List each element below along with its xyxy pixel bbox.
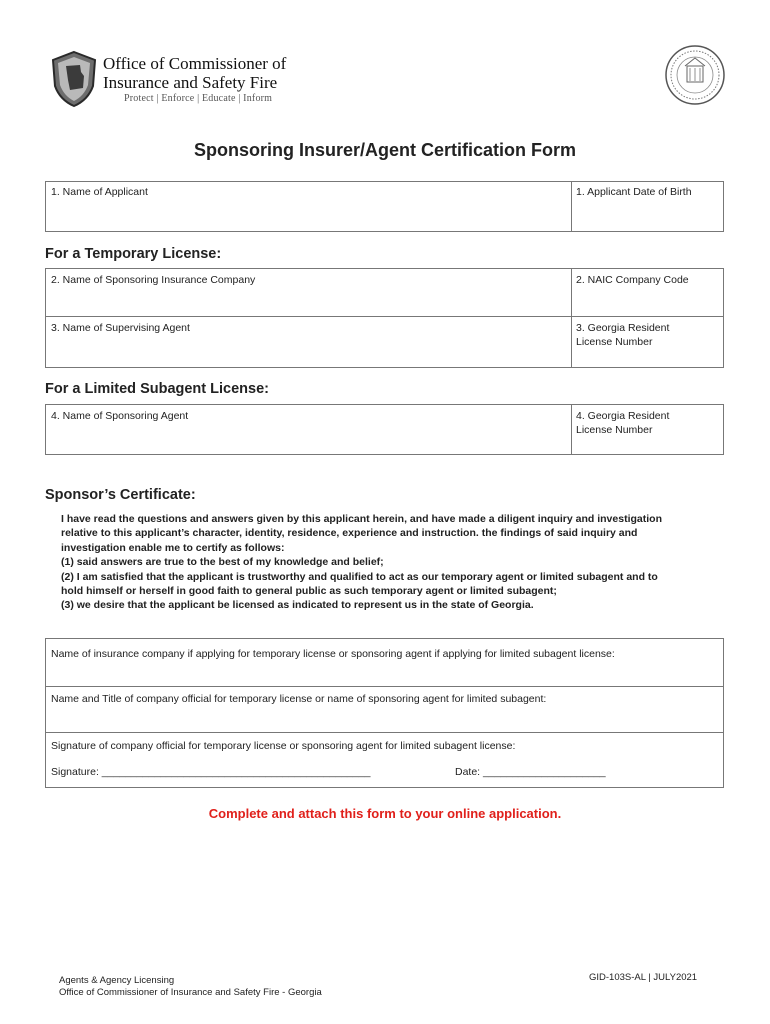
subagent-license-heading: For a Limited Subagent License:	[45, 381, 269, 397]
office-name	[103, 54, 286, 92]
divider	[45, 316, 724, 317]
attach-notice: Complete and attach this form to your online application.	[208, 806, 562, 821]
divider	[571, 404, 572, 455]
applicant-name-field[interactable]: 1. Name of Applicant	[51, 186, 148, 198]
sponsoring-agent-field[interactable]: 4. Name of Sponsoring Agent	[51, 410, 189, 422]
footer-left	[59, 975, 322, 999]
official-company-field[interactable]: Name of insurance company if applying for temporary license or sponsoring agent if applying for limited subagent license:	[51, 648, 615, 660]
divider	[45, 732, 724, 733]
office-name-line1: Office of Commissioner of	[103, 54, 287, 73]
sponsoring-company-field[interactable]: 2. Name of Sponsoring Insurance Company	[51, 274, 256, 286]
footer-office: Office of Commissioner of Insurance and Safety Fire - Georgia	[59, 987, 322, 998]
footer-division: Agents & Agency Licensing	[59, 975, 175, 986]
divider	[571, 181, 572, 232]
divider	[571, 268, 572, 368]
state-seal-icon	[664, 44, 726, 106]
form-id: GID-103S-AL | JULY2021	[589, 972, 698, 983]
certificate-text: I have read the questions and answers given by this applicant herein, and have made a diligent inquiry and investigation relative to this applicant’s character, identity, residence, experience and instruction. the findings of said inquiry and investigation enable me to certify as follows: (1) said answers are true to the best of my knowledge and belief; (2) I am satisfied that the applicant is trustworthy and qualified to act as our temporary agent or limited subagent and to hold himself or herself in good faith to general public as such temporary agent or limited subagent; (3) we desire that the applicant be licensed as indicated to represent us in the state of Georgia.	[61, 513, 662, 612]
form-title: Sponsoring Insurer/Agent Certification Form	[193, 140, 577, 160]
temporary-license-number-field[interactable]: 3. Georgia Resident License Number	[576, 322, 670, 348]
office-tagline: Protect | Enforce | Educate | Inform	[124, 93, 273, 104]
supervising-agent-field[interactable]: 3. Name of Supervising Agent	[51, 322, 190, 334]
applicant-dob-field[interactable]: 1. Applicant Date of Birth	[576, 186, 692, 198]
temporary-license-heading: For a Temporary License:	[45, 246, 222, 262]
naic-code-field[interactable]: 2. NAIC Company Code	[576, 274, 689, 286]
office-name-line2: Insurance and Safety Fire	[103, 73, 278, 92]
signature-heading: Signature of company official for temporary license or sponsoring agent for limited subagent license:	[51, 740, 516, 752]
sponsor-certificate-heading: Sponsor’s Certificate:	[45, 487, 196, 503]
date-field[interactable]: Date: _____________________	[455, 766, 606, 778]
signature-field[interactable]: Signature: ______________________________________________	[51, 766, 371, 778]
shield-logo-icon	[50, 50, 98, 108]
divider	[45, 686, 724, 687]
subagent-license-number-field[interactable]: 4. Georgia Resident License Number	[576, 410, 670, 436]
official-title-field[interactable]: Name and Title of company official for temporary license or name of sponsoring agent for limited subagent:	[51, 693, 547, 705]
